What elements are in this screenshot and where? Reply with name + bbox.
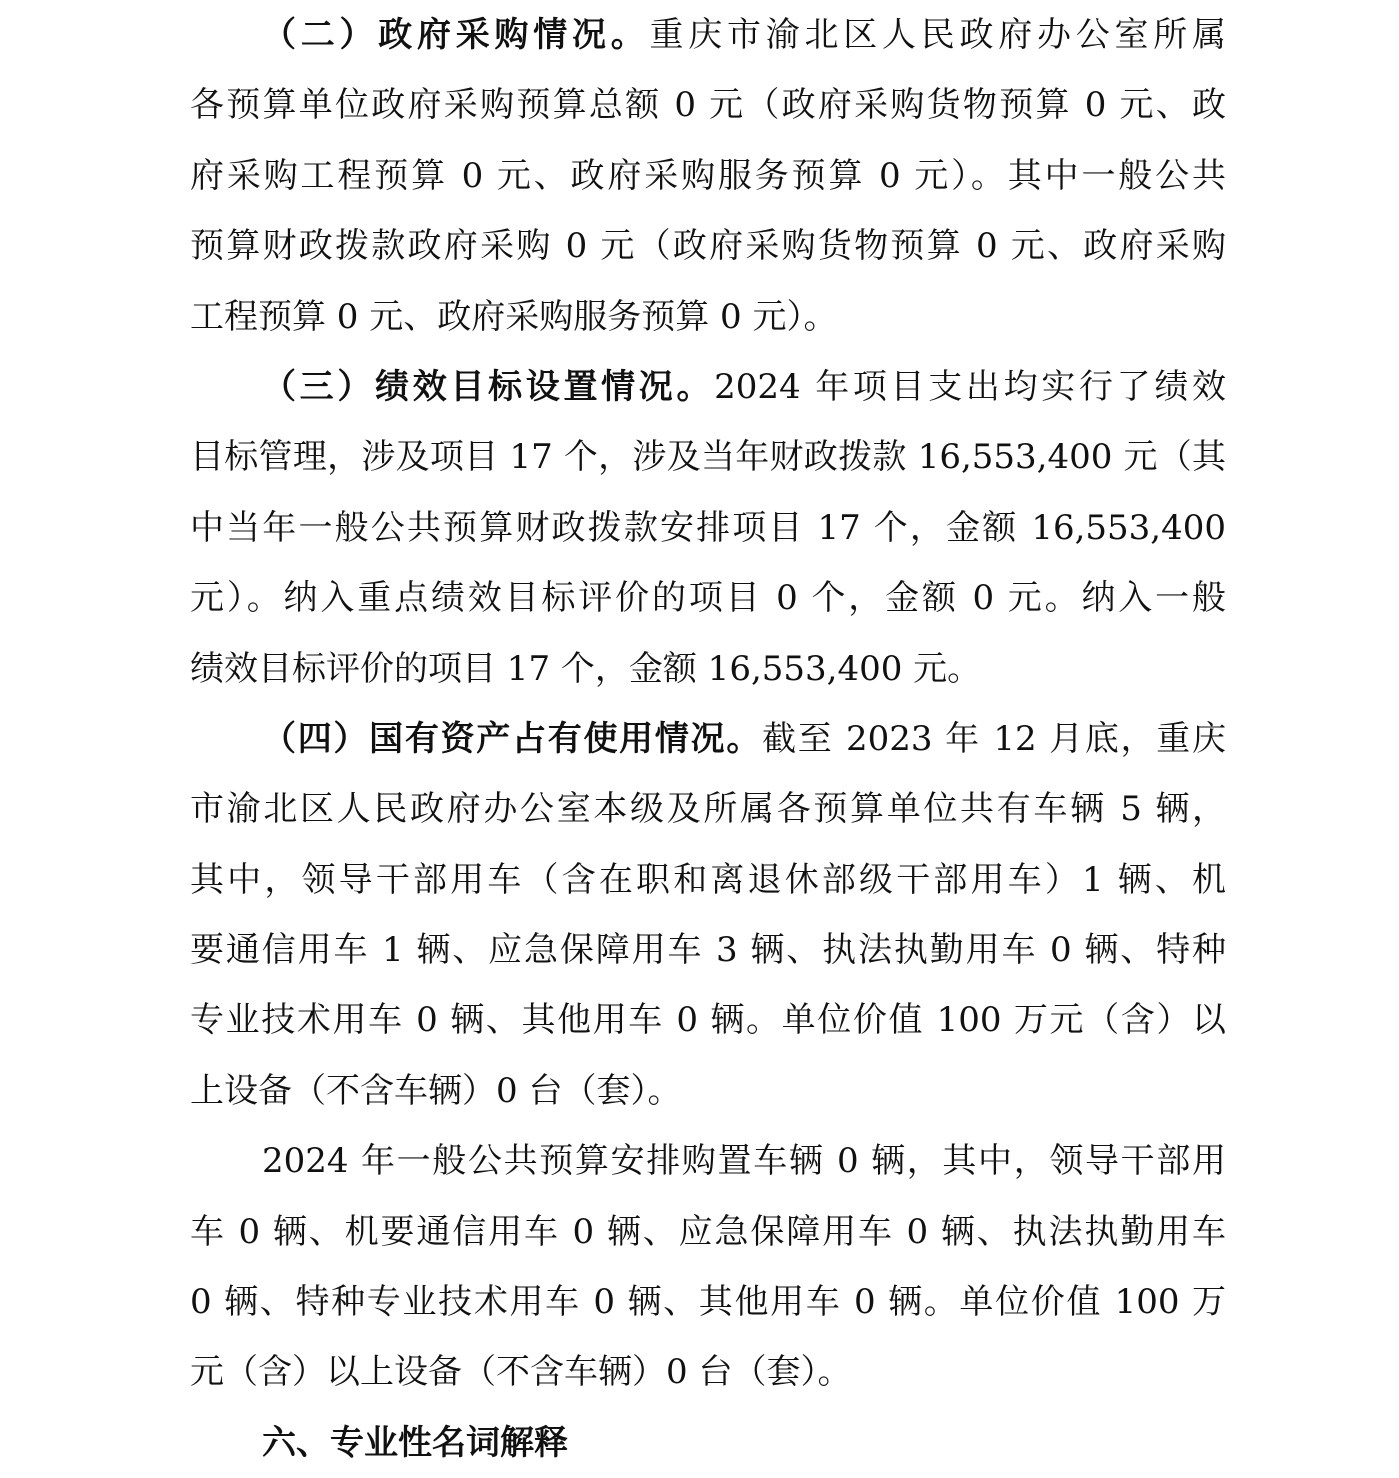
- paragraph-performance-targets: [190, 352, 1226, 704]
- paragraph-line: 上设备（不含车辆）0 台（套）。: [190, 1070, 682, 1111]
- paragraph-line: 0 辆、特种专业技术用车 0 辆、其他用车 0 辆。单位价值 100 万: [190, 1282, 1226, 1323]
- paragraph-heading: （四）国有资产占有使用情况。: [262, 718, 763, 759]
- paragraph-line: [190, 1126, 1226, 1196]
- paragraph-heading: （三）绩效目标设置情况。: [262, 366, 715, 407]
- paragraph-text: 2024 年项目支出均实行了绩效: [714, 366, 1226, 407]
- paragraph-line: 元（含）以上设备（不含车辆）0 台（套）。: [190, 1352, 852, 1393]
- paragraph-line: [190, 352, 1226, 422]
- paragraph-line: [190, 704, 1226, 774]
- paragraph-text: 2024 年一般公共预算安排购置车辆 0 辆，其中，领导干部用: [262, 1141, 1226, 1182]
- paragraph-vehicle-purchase: [190, 1126, 1226, 1408]
- section-heading: 六、专业性名词解释: [262, 1422, 568, 1463]
- paragraph-line: 目标管理，涉及项目 17 个，涉及当年财政拨款 16,553,400 元（其: [190, 437, 1226, 478]
- paragraph-text: 截至 2023 年 12 月底，重庆: [762, 718, 1226, 759]
- paragraph-line: 其中，领导干部用车（含在职和离退休部级干部用车）1 辆、机: [190, 859, 1226, 900]
- paragraph-line: 各预算单位政府采购预算总额 0 元（政府采购货物预算 0 元、政: [190, 85, 1226, 126]
- paragraph-line: 市渝北区人民政府办公室本级及所属各预算单位共有车辆 5 辆，: [190, 789, 1226, 830]
- paragraph-line: 元）。纳入重点绩效目标评价的项目 0 个，金额 0 元。纳入一般: [190, 578, 1226, 619]
- paragraph-heading: （二）政府采购情况。: [262, 15, 650, 55]
- paragraph-line: 要通信用车 1 辆、应急保障用车 3 辆、执法执勤用车 0 辆、特种: [190, 930, 1226, 971]
- paragraph-text: 重庆市渝北区人民政府办公室所属: [649, 15, 1226, 55]
- paragraph-line: 绩效目标评价的项目 17 个，金额 16,553,400 元。: [190, 648, 982, 689]
- paragraph-line: 车 0 辆、机要通信用车 0 辆、应急保障用车 0 辆、执法执勤用车: [190, 1211, 1226, 1252]
- paragraph-line: 工程预算 0 元、政府采购服务预算 0 元）。: [190, 296, 838, 337]
- paragraph-line: [190, 0, 1226, 70]
- paragraph-line: 专业技术用车 0 辆、其他用车 0 辆。单位价值 100 万元（含）以: [190, 1000, 1226, 1041]
- document-page: [190, 0, 1226, 1478]
- paragraph-state-assets: [190, 704, 1226, 1126]
- paragraph-line: 预算财政拨款政府采购 0 元（政府采购货物预算 0 元、政府采购: [190, 226, 1226, 267]
- paragraph-line: 中当年一般公共预算财政拨款安排项目 17 个，金额 16,553,400: [190, 507, 1226, 548]
- paragraph-government-procurement: [190, 0, 1226, 352]
- paragraph-line: 府采购工程预算 0 元、政府采购服务预算 0 元）。其中一般公共: [190, 155, 1226, 196]
